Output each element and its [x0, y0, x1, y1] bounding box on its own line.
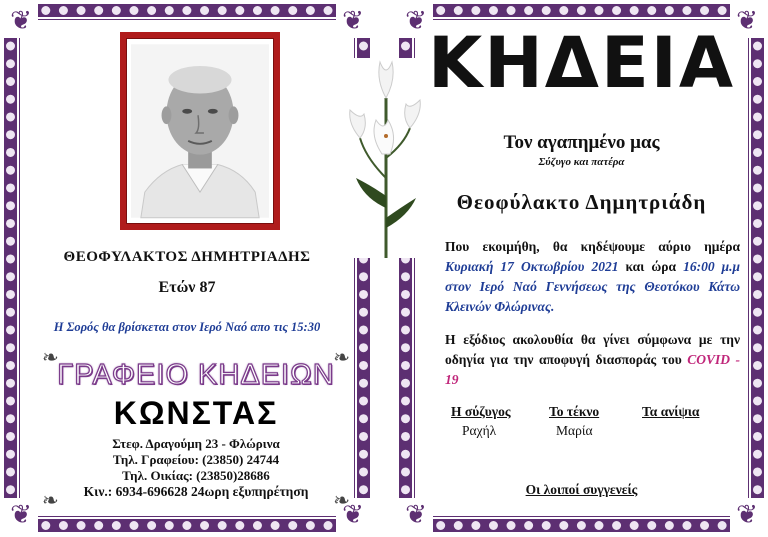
announce-text: Που εκοιμήθη, θα κηδέψουμε αύριο ημέρα	[445, 239, 740, 254]
ad-company-name: ΚΩΝΣΤΑΣ	[113, 395, 279, 431]
corner-ornament-icon: ❦	[399, 498, 433, 532]
right-panel	[399, 4, 764, 532]
corner-ornament-icon: ❦	[336, 498, 370, 532]
announce-text: και ώρα	[618, 259, 677, 274]
ad-ornament-icon: ❧	[42, 490, 59, 512]
lily-icon	[346, 58, 426, 258]
service-text: Η εξόδιος ακολουθία θα γίνει σύμφωνα με την οδηγία για την αποφυγή διασποράς του	[445, 332, 740, 367]
ad-address: Στεφ. Δραγούμη 23 - Φλώρινα	[112, 436, 280, 451]
deceased-age: Ετών 87	[158, 279, 216, 296]
mourner-name: Μαρία	[556, 423, 593, 438]
mourner-heading: Τα ανίψια	[642, 404, 700, 419]
mourner-heading: Το τέκνο	[549, 404, 600, 419]
casket-note: Η Σορός θα βρίσκεται στον Ιερό Ναό απο τις 15:30	[53, 320, 321, 334]
portrait-photo	[131, 43, 269, 219]
ad-ornament-icon: ❧	[333, 490, 350, 512]
relation-line: Σύζυγο και πατέρα	[538, 156, 625, 168]
ad-ornament-icon: ❧	[333, 347, 350, 369]
ad-home-phone: Τηλ. Οικίας: (23850)28686	[122, 468, 270, 483]
covid-label: COVID - 19	[445, 352, 740, 387]
funeral-announcement	[445, 237, 740, 317]
service-note	[445, 330, 740, 390]
left-panel	[4, 4, 370, 532]
relatives-line: Οι λοιποί συγγενείς	[525, 482, 638, 497]
ad-office-phone: Τηλ. Γραφείου: (23850) 24744	[112, 452, 280, 467]
corner-ornament-icon: ❦	[399, 4, 433, 38]
beloved-line: Τον αγαπημένο μας	[503, 132, 660, 153]
announce-date: Κυριακή 17 Οκτωβρίου 2021	[445, 259, 619, 274]
mourner-name: Ραχήλ	[462, 423, 497, 438]
corner-ornament-icon: ❦	[730, 4, 764, 38]
funeral-office-ad	[42, 347, 350, 512]
corner-ornament-icon: ❦	[4, 4, 38, 38]
corner-ornament-icon: ❦	[336, 4, 370, 38]
ad-ornament-icon: ❧	[42, 347, 59, 369]
funeral-title: ΚΗΔΕΙΑ	[427, 22, 736, 104]
mourner-heading: Η σύζυγος	[451, 404, 511, 419]
ad-office-title: ΓΡΑΦΕΙΟ ΚΗΔΕΙΩΝ	[57, 359, 335, 391]
deceased-name: Θεοφύλακτο Δημητριάδη	[456, 190, 707, 214]
ad-mobile-phone: Κιν.: 6934-696628 24ωρη εξυπηρέτηση	[83, 484, 309, 499]
deceased-name-caps: ΘΕΟΦΥΛΑΚΤΟΣ ΔΗΜΗΤΡΙΑΔΗΣ	[63, 249, 311, 265]
corner-ornament-icon: ❦	[4, 498, 38, 532]
corner-ornament-icon: ❦	[730, 498, 764, 532]
portrait-frame	[120, 32, 280, 230]
announce-time-place: 16:00 μ.μ στον Ιερό Ναό Γεννήσεως της Θεοτόκου Κάτω Κλεινών Φλώρινας.	[445, 259, 741, 314]
